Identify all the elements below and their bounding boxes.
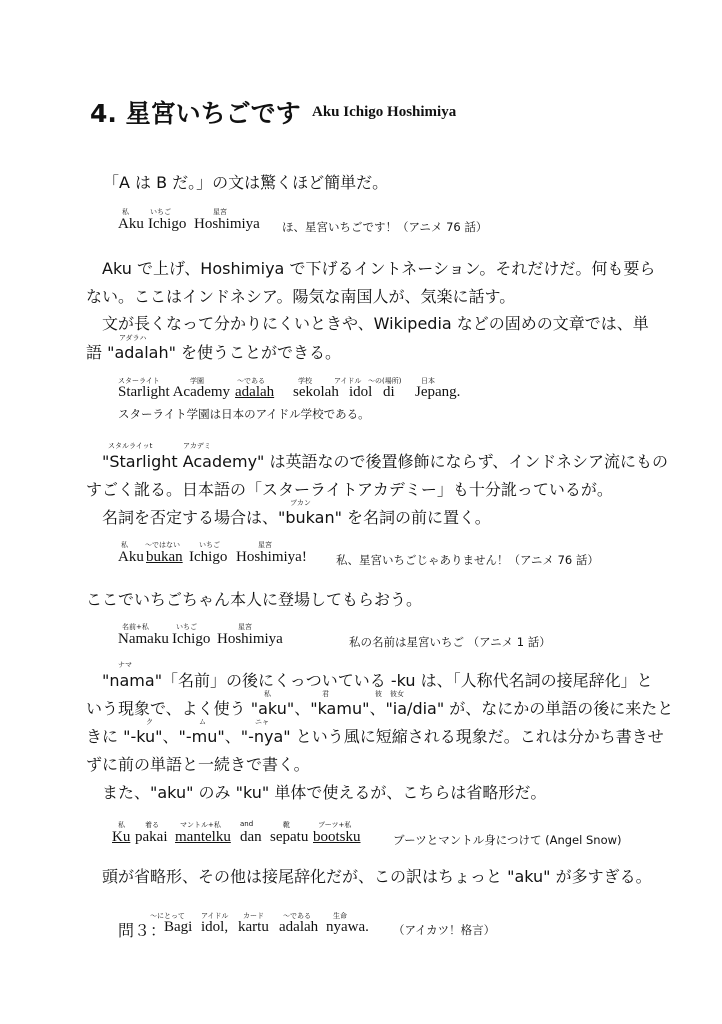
paragraph-line: また、"aku" のみ "ku" 単体で使えるが、こちらは省略形だ。 xyxy=(102,783,547,802)
ruby: アイドル xyxy=(201,912,229,920)
example-word: Ichigo xyxy=(189,549,228,565)
ruby: いちご xyxy=(176,623,197,631)
example-translation: ほ、星宮いちごです！（アニメ 76 話） xyxy=(282,220,488,234)
example-translation: （アイカツ！格言） xyxy=(393,923,496,937)
example-word: idol, xyxy=(201,919,229,935)
example-word: Jepang. xyxy=(415,384,461,400)
paragraph-line: ない。ここはインドネシア。陽気な南国人が、気楽に話す。 xyxy=(86,287,516,306)
example-word: idol xyxy=(349,384,373,400)
ruby: スターライト xyxy=(118,377,160,385)
ruby: ～にとって xyxy=(150,912,185,920)
example-word-highlighted: Ku xyxy=(112,829,131,845)
ruby: 生命 xyxy=(333,912,347,920)
ruby: 私 xyxy=(122,208,129,216)
example-word-highlighted: mantelku xyxy=(175,829,231,845)
ruby: 彼女 xyxy=(390,690,404,698)
example-word: kartu xyxy=(238,919,269,935)
paragraph-line: いう現象で、よく使う "aku"、"kamu"、"ia/dia" が、なにかの単語の後に来たと xyxy=(86,699,674,718)
ruby: 私 xyxy=(121,541,128,549)
ruby: アカデミ xyxy=(183,442,211,450)
example-word: pakai xyxy=(135,829,168,845)
example-word: Namaku xyxy=(118,631,169,647)
ruby: ～である xyxy=(237,377,265,385)
ruby: アダラハ xyxy=(119,334,147,342)
paragraph-line: ここでいちごちゃん本人に登場してもらおう。 xyxy=(86,590,423,609)
ruby: ク xyxy=(146,718,153,726)
example-word: nyawa. xyxy=(326,919,369,935)
paragraph-line: ずに前の単語と一続きで書く。 xyxy=(86,755,310,774)
ruby: and xyxy=(240,820,254,828)
example-word: Starlight Academy xyxy=(118,384,231,400)
ruby: いちご xyxy=(199,541,220,549)
example-word: di xyxy=(383,384,395,400)
paragraph-line: きに "-ku"、"-mu"、"-nya" という風に短縮される現象だ。これは分かち書きせ xyxy=(86,727,664,746)
example-translation: ブーツとマントル身につけて (Angel Snow) xyxy=(393,833,622,847)
example-translation: 私、星宮いちごじゃありません！（アニメ 76 話） xyxy=(336,553,599,567)
ruby: 着る xyxy=(145,821,159,829)
ruby: 星宮 xyxy=(213,208,227,216)
example-translation: スターライト学園は日本のアイドル学校である。 xyxy=(118,407,370,421)
paragraph-line: すごく訛る。日本語の「スターライトアカデミー」も十分訛っているが。 xyxy=(86,480,613,499)
example-word-highlighted: bootsku xyxy=(313,829,361,845)
example-word: Hoshimiya xyxy=(217,631,283,647)
page-title: 4. 星宮いちごです xyxy=(90,99,301,128)
example-word: dan xyxy=(240,829,262,845)
example-word: Hoshimiya xyxy=(194,216,260,232)
ruby: マントル+私 xyxy=(180,821,221,829)
ruby: ニャ xyxy=(255,718,269,726)
ruby: 日本 xyxy=(421,377,435,385)
example-word-highlighted: adalah xyxy=(235,384,275,400)
ruby: ブーツ+私 xyxy=(318,821,352,829)
paragraph-line: 名詞を否定する場合は、"bukan" を名詞の前に置く。 xyxy=(102,508,491,527)
example-word: Bagi xyxy=(164,919,193,935)
ruby: 星宮 xyxy=(258,541,272,549)
example-word-highlighted: bukan xyxy=(146,549,183,565)
example-word: Ichigo xyxy=(148,216,187,232)
ruby: ～の(場所) xyxy=(368,377,402,385)
question-label: 問３： xyxy=(118,921,167,940)
ruby: ブカン xyxy=(290,499,311,507)
ruby: 星宮 xyxy=(238,623,252,631)
example-translation: 私の名前は星宮いちご （アニメ 1 話） xyxy=(349,635,551,649)
ruby: ム xyxy=(199,718,206,726)
paragraph-line: 語 "adalah" を使うことができる。 xyxy=(86,343,342,362)
example-word: Aku xyxy=(118,549,144,565)
example-word: sepatu xyxy=(270,829,309,845)
ruby: 学園 xyxy=(190,377,204,385)
paragraph-line: "nama"「名前」の後にくっついている -ku は、「人称代名詞の接尾辞化」と xyxy=(102,671,653,690)
ruby: 私 xyxy=(118,821,125,829)
ruby: 君 xyxy=(322,690,329,698)
ruby: 靴 xyxy=(283,821,290,829)
ruby: いちご xyxy=(150,208,171,216)
ruby: 私 xyxy=(264,690,271,698)
paragraph-line: Aku で上げ、Hoshimiya で下げるイントネーション。それだけだ。何も要ら xyxy=(102,259,656,278)
paragraph-line: 文が長くなって分かりにくいときや、Wikipedia などの固めの文章では、単 xyxy=(102,314,649,333)
paragraph-line: 頭が省略形、その他は接尾辞化だが、この訳はちょっと "aku" が多すぎる。 xyxy=(102,867,652,886)
page-subtitle: Aku Ichigo Hoshimiya xyxy=(312,104,457,120)
ruby: 彼 xyxy=(375,690,382,698)
example-word: Aku xyxy=(118,216,144,232)
example-word: Ichigo xyxy=(172,631,211,647)
example-word: Hoshimiya! xyxy=(236,549,307,565)
ruby: 学校 xyxy=(298,377,312,385)
ruby: アイドル xyxy=(334,377,362,385)
ruby: 名前+私 xyxy=(122,623,149,631)
paragraph-line: "Starlight Academy" は英語なので後置修飾にならず、インドネシア流にもの xyxy=(102,452,669,471)
ruby: ～である xyxy=(283,912,311,920)
ruby: カード xyxy=(243,912,264,920)
ruby: ～ではない xyxy=(145,541,180,549)
example-word: adalah xyxy=(279,919,319,935)
ruby: ナマ xyxy=(118,661,132,669)
ruby: スタルライッt xyxy=(108,442,153,450)
intro-text: 「A は B だ。」の文は驚くほど簡単だ。 xyxy=(103,173,389,192)
example-word: sekolah xyxy=(293,384,339,400)
